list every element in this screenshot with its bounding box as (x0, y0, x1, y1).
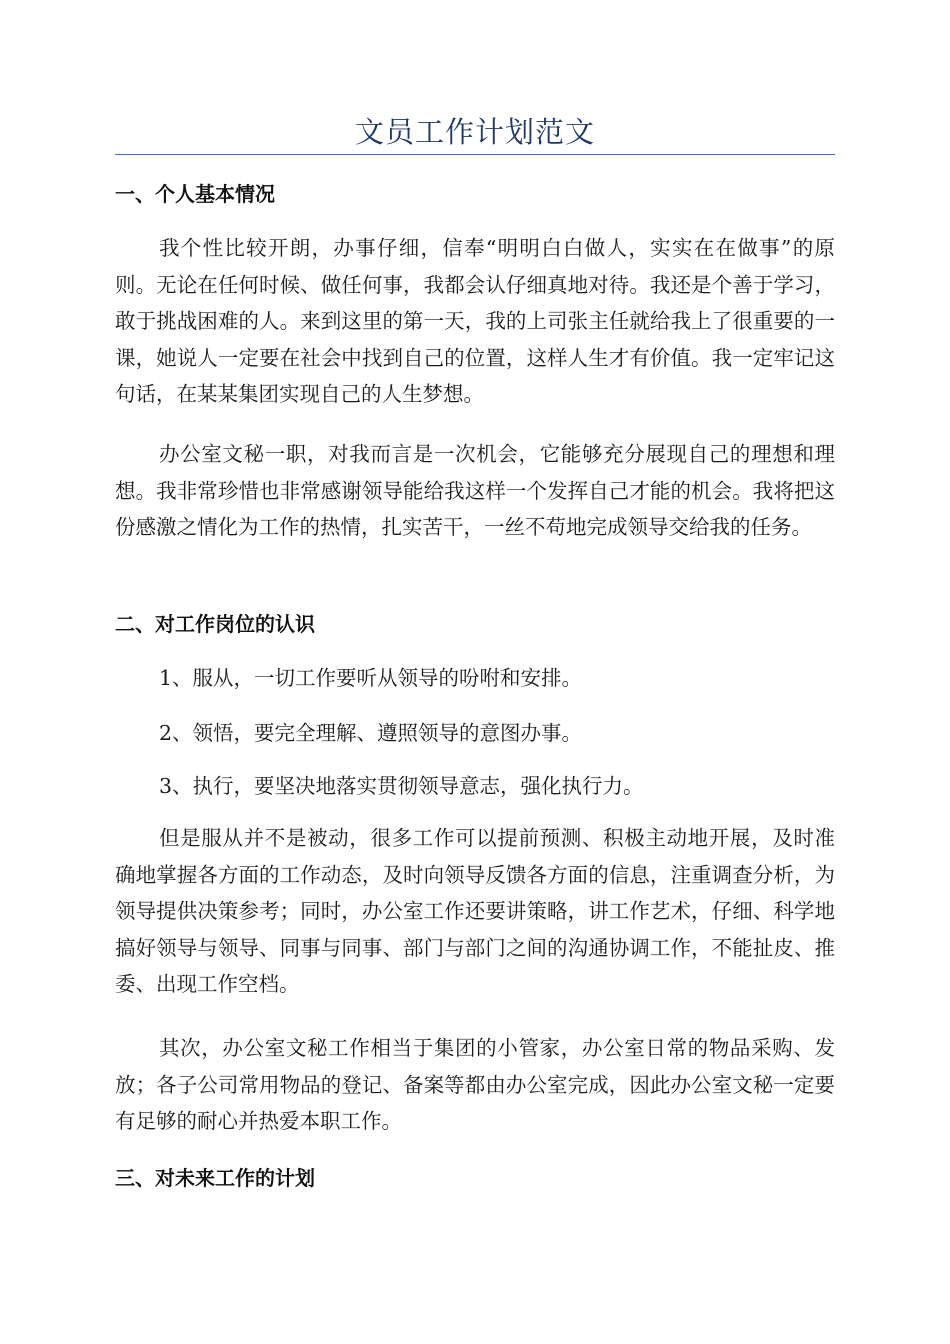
section-heading-3: 三、对未来工作的计划 (115, 1166, 315, 1190)
section-heading-2: 二、对工作岗位的认识 (115, 612, 315, 636)
list-item-3: 3、执行，要坚决地落实贯彻领导意志，强化执行力。 (159, 774, 644, 798)
paragraph-1-1: 我个性比较开朗，办事仔细，信奉“明明白白做人，实实在在做事”的原则。无论在任何时候、做任何事，我都会认仔细真地对待。我还是个善于学习，敢于挑战困难的人。来到这里的第一天，我的上司张主任就给我上了很重要的一课，她说人一定要在社会中找到自己的位置，这样人生才有价值。我一定牢记这句话，在某某集团实现自己的人生梦想。 (115, 236, 835, 406)
list-item-1: 1、服从，一切工作要听从领导的吩咐和安排。 (159, 666, 583, 690)
list-item-2: 2、领悟，要完全理解、遵照领导的意图办事。 (159, 721, 583, 745)
paragraph-2-4: 但是服从并不是被动，很多工作可以提前预测、积极主动地开展，及时准确地掌握各方面的工作动态，及时向领导反馈各方面的信息，注重调查分析，为领导提供决策参考；同时，办公室工作还要讲策略，讲工作艺术，仔细、科学地搞好领导与领导、同事与同事、部门与部门之间的沟通协调工作，不能扯皮、推委、出现工作空档。 (115, 826, 835, 996)
section-heading-1: 一、个人基本情况 (115, 182, 275, 206)
document-title: 文员工作计划范文 (354, 115, 595, 149)
paragraph-2-5: 其次，办公室文秘工作相当于集团的小管家，办公室日常的物品采购、发放；各子公司常用物品的登记、备案等都由办公室完成，因此办公室文秘一定要有足够的耐心并热爱本职工作。 (115, 1036, 835, 1133)
paragraph-1-2: 办公室文秘一职，对我而言是一次机会，它能够充分展现自己的理想和理想。我非常珍惜也非常感谢领导能给我这样一个发挥自己才能的机会。我将把这份感激之情化为工作的热情，扎实苦干，一丝不苟地完成领导交给我的任务。 (115, 442, 835, 539)
title-underline (115, 154, 835, 155)
